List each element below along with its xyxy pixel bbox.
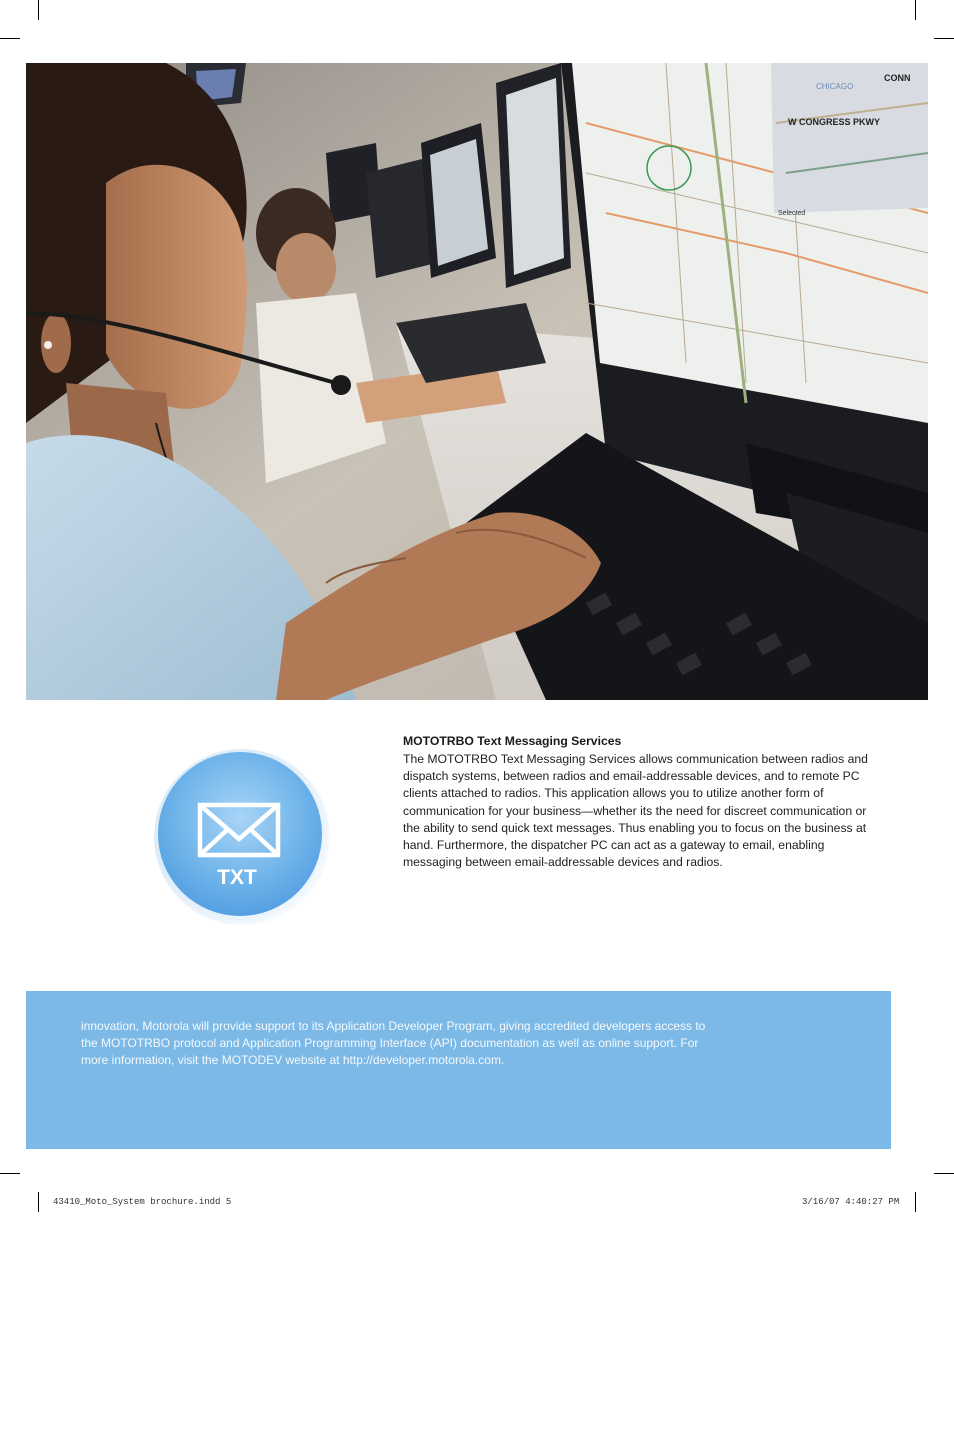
crop-mark xyxy=(934,38,954,39)
article xyxy=(403,733,873,871)
article-body: The MOTOTRBO Text Messaging Services allows communication between radios and dispatch systems, between radios and email-addressable devices, and to remote PC clients attached to radios. This application allows you to utilize another form of communication for your business—whether its the need for discreet communication or the ability to send quick text messages. Thus enabling you to focus on the business at hand. Furthermore, the dispatcher PC can act as a gateway to email, enabling messaging between email-addressable devices and radios. xyxy=(403,752,868,870)
crop-mark xyxy=(38,0,39,20)
page-number: 5 xyxy=(813,1422,819,1432)
crop-mark xyxy=(0,38,20,39)
hero-photo xyxy=(26,63,928,700)
map-label: CHICAGO xyxy=(816,82,854,91)
txt-badge xyxy=(152,747,332,927)
crop-mark xyxy=(38,1192,39,1212)
map-label: Selected xyxy=(778,210,806,217)
crop-mark xyxy=(915,1192,916,1212)
crop-mark xyxy=(934,1173,954,1174)
badge-label: TXT xyxy=(217,866,257,889)
article-heading: MOTOTRBO Text Messaging Services xyxy=(403,734,622,748)
panel-text: innovation, Motorola will provide support to its Application Developer Program, giving accredited developers access to the MOTOTRBO protocol and Application Programming Interface (API) documentation as well as online support. For more information, visit the MOTODEV website at http://developer.motorola.com. xyxy=(81,1019,706,1068)
crop-mark xyxy=(915,0,916,20)
slug-filename: 43410_Moto_System brochure.indd 5 xyxy=(53,1197,232,1207)
map-label: W CONGRESS PKWY xyxy=(788,117,881,127)
slug-timestamp: 3/16/07 4:40:27 PM xyxy=(802,1197,900,1207)
crop-mark xyxy=(0,1173,20,1174)
map-label: CONN xyxy=(884,73,911,83)
